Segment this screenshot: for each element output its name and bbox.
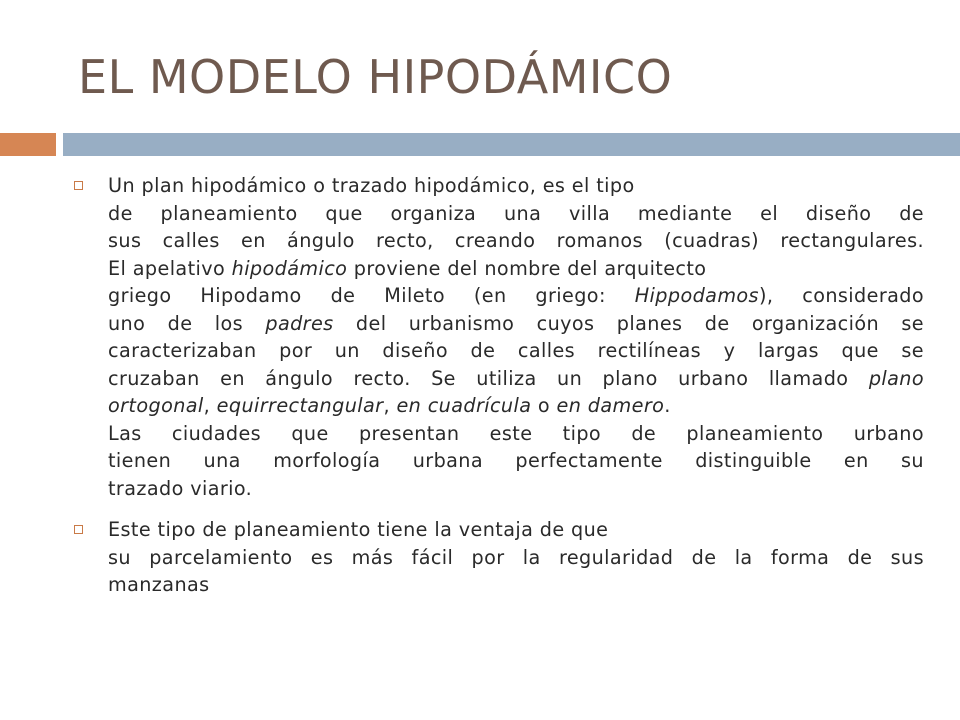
text-run: caracterizaban por un diseño de calles rectilíneas y largas que se [108, 339, 924, 362]
square-bullet-icon [74, 181, 83, 190]
italic-term: Hippodamos [634, 284, 759, 307]
bullet-item-1 [74, 172, 924, 502]
text-run: Este tipo de planeamiento tiene la ventaja de que [108, 518, 609, 541]
text-run: , [203, 394, 217, 417]
text-line [108, 310, 924, 338]
text-run: . [664, 394, 671, 417]
text-run: Un plan hipodámico o trazado hipodámico, es el tipo [108, 174, 635, 197]
text-run: griego Hipodamo de Mileto (en griego: [108, 284, 635, 307]
italic-term: en damero [556, 394, 665, 417]
text-run: uno de los [108, 311, 266, 335]
text-run: manzanas [108, 573, 210, 596]
text-run: su parcelamiento es más fácil por la regularidad de la forma de sus [108, 545, 924, 569]
text-run: o [531, 394, 557, 417]
text-run: El apelativo [108, 256, 232, 280]
italic-term: en cuadrícula [396, 394, 532, 417]
text-run: del urbanismo cuyos planes de organización se [333, 311, 924, 335]
text-line [108, 282, 924, 310]
square-bullet-icon [74, 525, 83, 534]
italic-term: hipodámico [231, 256, 348, 280]
text-line [108, 172, 924, 200]
text-line [108, 447, 924, 475]
text-line [108, 227, 924, 255]
text-run: de planeamiento que organiza una villa mediante el diseño de [108, 201, 924, 225]
bullet-text [108, 516, 924, 599]
title-accent-bar [0, 133, 56, 156]
text-line [108, 392, 924, 420]
text-run: ), considerado [758, 284, 924, 307]
text-run: proviene del nombre del arquitecto [347, 256, 707, 280]
text-run: cruzaban en ángulo recto. Se utiliza un plano urbano llamado [108, 366, 869, 390]
text-run: Las ciudades que presentan este tipo de planeamiento urbano [108, 421, 924, 445]
text-line [108, 571, 924, 599]
text-line [108, 544, 924, 572]
bullet-item-2 [74, 516, 924, 599]
text-line [108, 200, 924, 228]
text-run: sus calles en ángulo recto, creando romanos (cuadras) rectangulares. [108, 229, 924, 252]
text-line [108, 337, 924, 365]
bullet-text [108, 172, 924, 502]
italic-term: padres [265, 311, 334, 335]
slide-title: EL MODELO HIPODÁMICO [78, 50, 673, 104]
title-underline-band [63, 133, 960, 156]
italic-term: plano [868, 366, 924, 390]
text-line [108, 475, 924, 503]
bullet-list [74, 172, 924, 599]
italic-term: equirrectangular [216, 394, 384, 417]
text-line [108, 420, 924, 448]
text-line [108, 516, 924, 544]
text-run: tienen una morfología urbana perfectamente distinguible en su [108, 449, 924, 472]
text-line [108, 365, 924, 393]
text-run: trazado viario. [108, 476, 253, 500]
text-run: , [383, 394, 397, 417]
italic-term: ortogonal [108, 394, 204, 417]
text-line [108, 255, 924, 283]
